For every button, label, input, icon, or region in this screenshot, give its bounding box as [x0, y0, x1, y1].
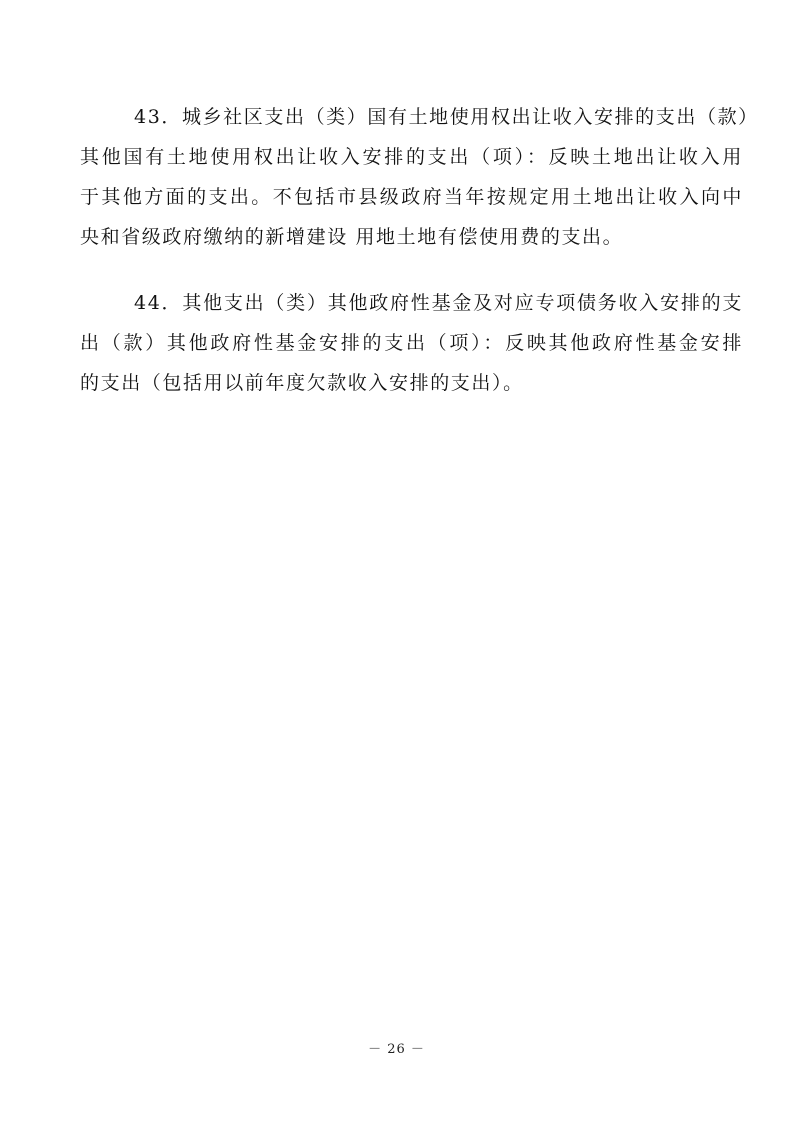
- paragraph-line: 44．其他支出（类）其他政府性基金及对应专项债务收入安排的支: [134, 292, 743, 314]
- paragraph-line: 其他国有土地使用权出让收入安排的支出（项）：反映土地出让收入用: [80, 146, 743, 168]
- paragraph-43: [80, 104, 759, 264]
- paragraph-line: 出（款）其他政府性基金安排的支出（项）：反映其他政府性基金安排: [80, 332, 743, 354]
- paragraph-44: [80, 290, 743, 410]
- page-number: － 26 －: [368, 1042, 425, 1057]
- document-body: [80, 104, 759, 410]
- paragraph-line: 的支出（包括用以前年度欠款收入安排的支出）。: [80, 372, 524, 394]
- paragraph-line: 央和省级政府缴纳的新增建设 用地土地有偿使用费的支出。: [80, 226, 624, 248]
- paragraph-line: 于其他方面的支出。不包括市县级政府当年按规定用土地出让收入向中: [80, 186, 743, 208]
- paragraph-line: 43．城乡社区支出（类）国有土地使用权出让收入安排的支出（款）: [134, 106, 759, 128]
